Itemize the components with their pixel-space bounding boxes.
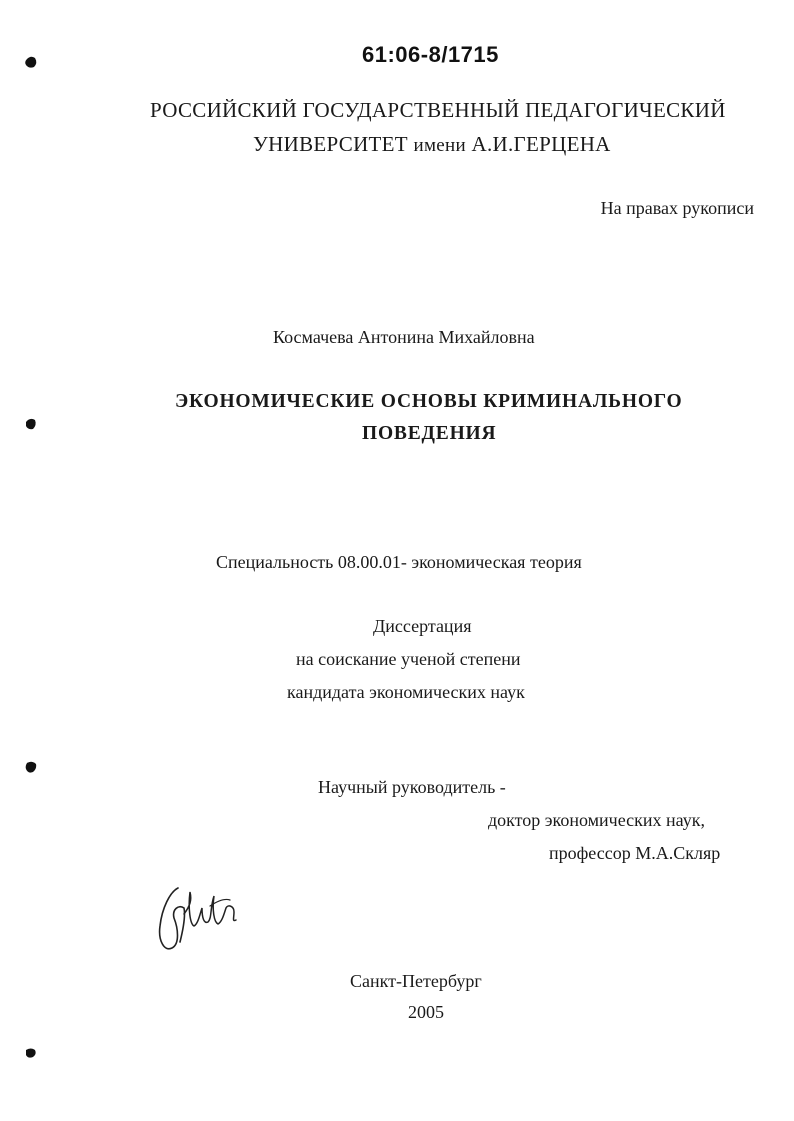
year: 2005: [408, 1002, 444, 1022]
university-line-2: [253, 132, 611, 157]
thesis-title-line-2: ПОВЕДЕНИЯ: [362, 423, 497, 444]
dissertation-line-1: Диссертация: [373, 616, 472, 636]
punch-hole-mark-icon: [24, 55, 38, 69]
thesis-title-line-1: ЭКОНОМИЧЕСКИЕ ОСНОВЫ КРИМИНАЛЬНОГО: [175, 391, 683, 412]
dissertation-line-2: на соискание ученой степени: [296, 649, 521, 669]
author-name: Космачева Антонина Михайловна: [273, 327, 535, 347]
handwritten-signature-icon: [150, 878, 250, 960]
university-named-after: имени: [413, 135, 466, 156]
university-line-1: РОССИЙСКИЙ ГОСУДАРСТВЕННЫЙ ПЕДАГОГИЧЕСКИЙ: [150, 98, 726, 122]
rights-note: На правах рукописи: [600, 198, 754, 218]
supervisor-line-2: доктор экономических наук,: [488, 810, 705, 830]
university-word: УНИВЕРСИТЕТ: [253, 132, 408, 156]
university-person-name: А.И.ГЕРЦЕНА: [471, 132, 611, 156]
punch-hole-mark-icon: [24, 1046, 38, 1060]
specialty: Специальность 08.00.01- экономическая теория: [216, 552, 582, 572]
city: Санкт-Петербург: [350, 971, 482, 991]
dissertation-line-3: кандидата экономических наук: [287, 682, 525, 702]
punch-hole-mark-icon: [24, 760, 38, 774]
archive-code: 61:06-8/1715: [362, 42, 499, 67]
punch-hole-mark-icon: [24, 417, 38, 431]
supervisor-line-3: профессор М.А.Скляр: [549, 843, 721, 863]
supervisor-line-1: Научный руководитель -: [318, 777, 506, 797]
